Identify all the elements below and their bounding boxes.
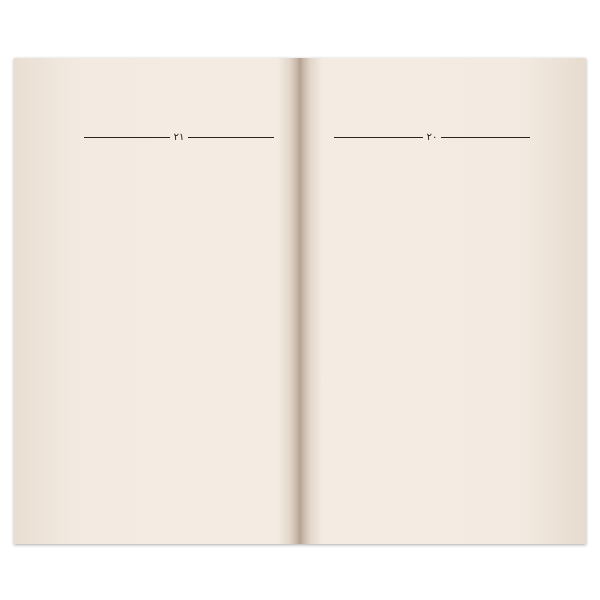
left-page-header xyxy=(84,130,274,144)
right-page-header xyxy=(334,130,530,144)
left-page xyxy=(14,58,300,544)
header-rule-line xyxy=(188,137,274,138)
header-rule-line xyxy=(84,137,170,138)
right-page-number: ٢٠ xyxy=(426,131,438,143)
left-page-number: ٢١ xyxy=(173,131,185,143)
header-rule-line xyxy=(441,137,530,138)
right-page xyxy=(300,58,586,544)
book-spread xyxy=(14,58,586,544)
header-rule-line xyxy=(334,137,423,138)
